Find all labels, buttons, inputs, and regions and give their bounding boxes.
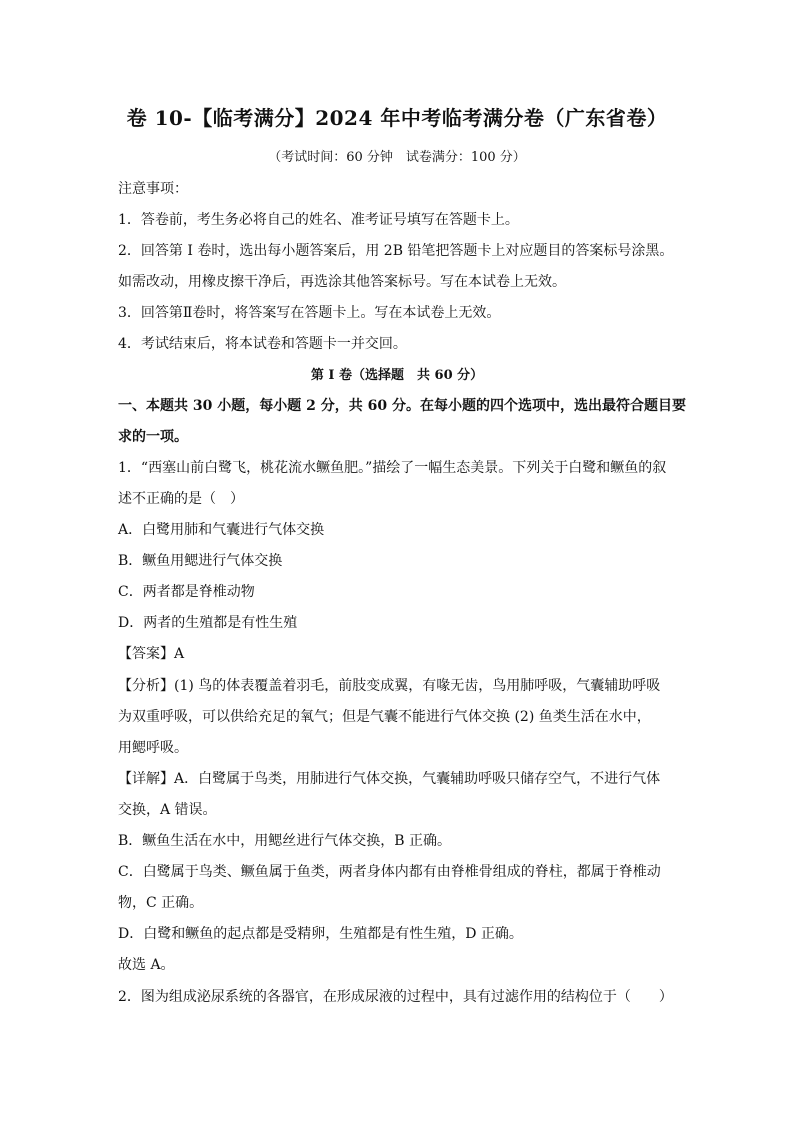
detail-line: D．白鹭和鳜鱼的起点都是受精卵，生殖都是有性生殖，D 正确。	[118, 926, 523, 942]
notice-item-1: 1．答卷前，考生务必将自己的姓名、准考证号填写在答题卡上。	[118, 212, 519, 228]
option-a: A．白鹭用肺和气囊进行气体交换	[118, 522, 325, 538]
detail-line: 物，C 正确。	[118, 895, 204, 911]
detail-line: C．白鹭属于鸟类、鳜鱼属于鱼类，两者身体内都有由脊椎骨组成的脊柱，都属于脊椎动	[118, 864, 661, 880]
notice-item-3: 3．回答第Ⅱ卷时，将答案写在答题卡上。写在本试卷上无效。	[118, 305, 501, 321]
option-c: C．两者都是脊椎动物	[118, 584, 255, 600]
detail-line: B．鳜鱼生活在水中，用鳃丝进行气体交换，B 正确。	[118, 833, 452, 849]
analysis-line: 为双重呼吸，可以供给充足的氧气；但是气囊不能进行气体交换 (2) 鱼类生活在水中，	[118, 709, 651, 725]
question-1-stem-cont: 述不正确的是（ ）	[118, 491, 244, 507]
answer: 【答案】A	[118, 646, 185, 662]
notice-item-4: 4．考试结束后，将本试卷和答题卡一并交回。	[118, 336, 407, 352]
notice-heading: 注意事项：	[118, 181, 188, 197]
detail-line: 交换，A 错误。	[118, 802, 217, 818]
page-title: 卷 10-【临考满分】2024 年中考临考满分卷（广东省卷）	[126, 106, 668, 130]
notice-item-2-cont: 如需改动，用橡皮擦干净后，再选涂其他答案标号。写在本试卷上无效。	[118, 274, 566, 290]
question-2-stem: 2．图为组成泌尿系统的各器官，在形成尿液的过程中，具有过滤作用的结构位于（ ）	[118, 989, 673, 1005]
question-1-stem: 1．“西塞山前白鹭飞，桃花流水鳜鱼肥。”描绘了一幅生态美景。下列关于白鹭和鳜鱼的叙	[118, 460, 667, 476]
section-instruction-cont: 求的一项。	[118, 429, 188, 445]
analysis-line: 【分析】(1) 鸟的体表覆盖着羽毛，前肢变成翼，有喙无齿，鸟用肺呼吸，气囊辅助呼吸	[118, 678, 661, 694]
analysis-line: 用鳃呼吸。	[118, 740, 188, 756]
option-b: B．鳜鱼用鳃进行气体交换	[118, 553, 283, 569]
section-title: 第 I 卷（选择题 共 60 分）	[310, 368, 484, 383]
conclusion: 故选 A。	[118, 957, 175, 973]
section-instruction: 一、本题共 30 小题，每小题 2 分，共 60 分。在每小题的四个选项中，选出最符合题目要	[118, 398, 686, 414]
exam-info: （考试时间：60 分钟 试卷满分：100 分）	[268, 150, 526, 165]
option-d: D．两者的生殖都是有性生殖	[118, 615, 298, 631]
notice-item-2: 2．回答第 I 卷时，选出每小题答案后，用 2B 铅笔把答题卡上对应题目的答案标号涂黑。	[118, 243, 674, 259]
detail-line: 【详解】A．白鹭属于鸟类，用肺进行气体交换，气囊辅助呼吸只储存空气，不进行气体	[118, 771, 661, 787]
